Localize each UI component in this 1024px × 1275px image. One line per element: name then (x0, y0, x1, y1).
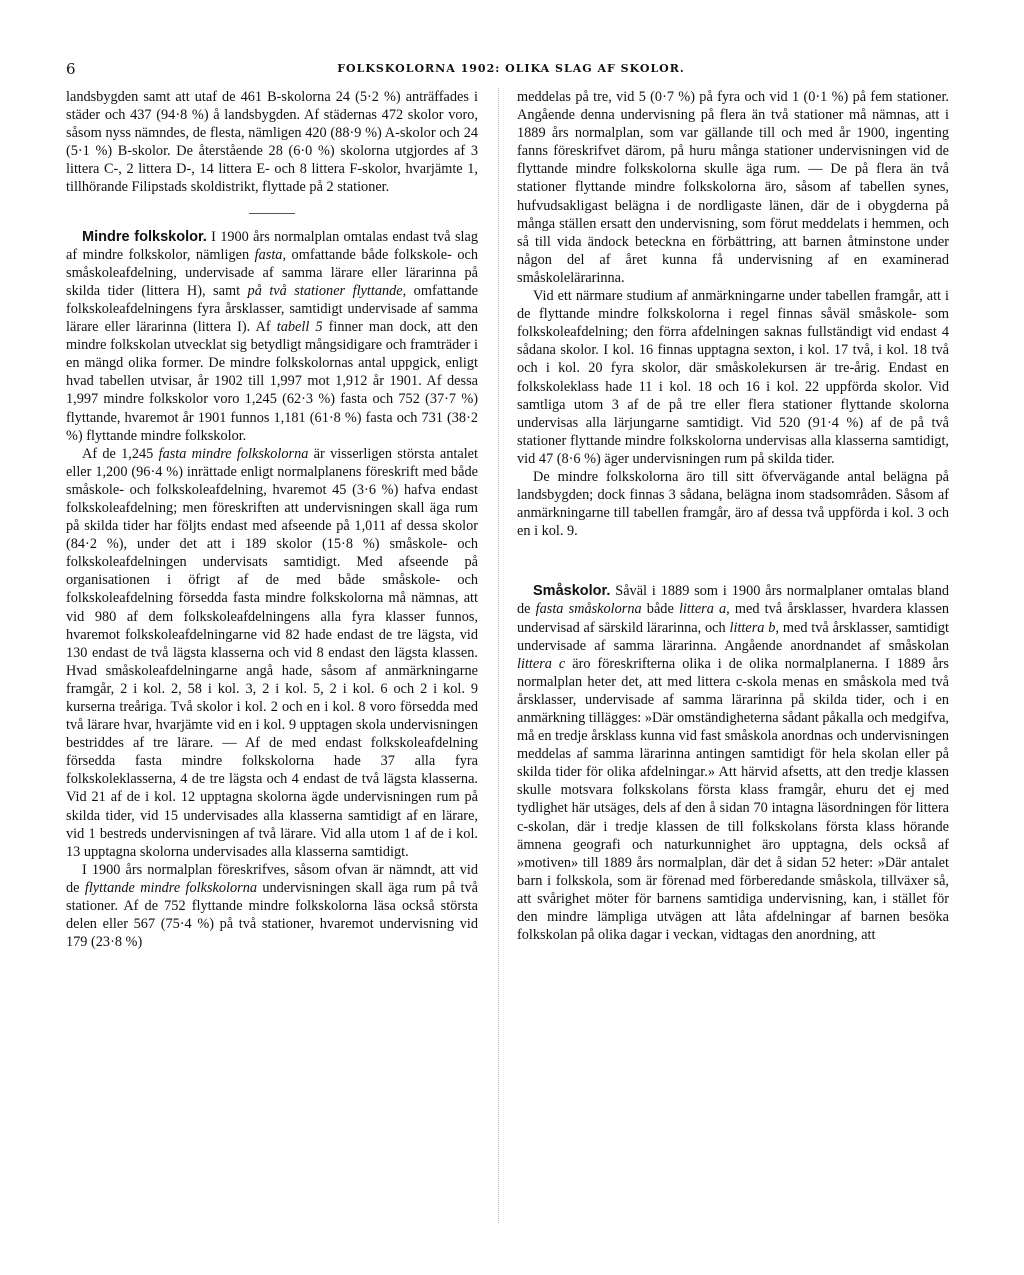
page-header (66, 60, 956, 82)
paragraph: I 1900 års normalplan föreskrifves, såsom ofvan är nämndt, att vid de flyttande mindre folkskolorna undervisningen skall äga rum på två stationer. Af de 752 flyttande mindre folkskolorna läsa också största delen eller 567 (75·4 %) på två stationer, hvaremot undervisning vid 179 (23·8 %) (66, 861, 478, 951)
paragraph: landsbygden samt att utaf de 461 B-skolorna 24 (5·2 %) anträffades i städer och 437 (94·8 %) å landsbygden. Af städernas 472 skolor voro, såsom nyss nämndes, de flesta, nämligen 420 (88·9 %) A-skolor och 24 (5·1 %) B-skolor. De återstående 28 (6·0 %) skolorna utgjordes af 3 littera C-, 2 littera D-, 14 littera E- och 8 littera F-skolor, hvarjämte 1, tillhörande Filipstads skoldistrikt, flyttade på 2 stationer. (66, 89, 478, 196)
running-title: FOLKSKOLORNA 1902: OLIKA SLAG AF SKOLOR. (337, 62, 685, 75)
paragraph: Vid ett närmare studium af anmärkningarne under tabellen framgår, att i de flyttande mindre folkskolorna i regel finnas såväl småskole- som folkskoleafdelning; den förra afdelningen saknas fullständigt vid endast 4 sådana skolor. I kol. 16 finnas upptagna sexton, i kol. 17 två, i kol. 18 två och i kol. 20 fyra skolor, där småskolekursen är tre-årig. Endast en folkskoleklass hade 11 i kol. 18 och 16 i kol. 22 uppförda skolor. Vid samtliga utom 3 af de på tre eller flera stationer flyttande skolorna undervisas alla lärjungarne samtidigt. Vid 520 (91·4 %) af de på två stationer flyttande mindre folkskolorna undervisas alla klasserna samtidigt, vid 47 (8·6 %) äger undervisningen rum på skilda tider. (517, 288, 949, 467)
paragraph: Af de 1,245 fasta mindre folkskolorna är visserligen största antalet eller 1,200 (96·4 %) inrättade enligt normalplanens föreskrift med både småskole- och folkskoleafdelning, hvaremot 45 (3·6 %) hafva endast folkskoleafdelning; men föreskriften att undervisningen skall äga rum på skilda tider har följts endast med afseende på 1,011 af dessa skolor (84·2 %), under det att i 189 skolor (15·8 %) småskole- och folkskoleafdelningen undervisats samtidigt. Med afseende på organisationen i öfrigt af de med både småskole- och folkskoleafdelning försedda fasta mindre folkskolorna må nämnas, att vid 980 af dem folkskoleafdelningens alla fyra klasser funnos, hvaremot folkskoleafdelningarne vid 82 hade endast de tre lägsta, vid 130 endast de två lägsta klasserna och vid 8 endast den lägsta klassen. Hvad småskoleafdelningarne angå hade, såsom af anmärkningarne framgår, 2 i kol. 2, 58 i kol. 3, 2 i kol. 5, 2 i kol. 6 och 2 i kol. 9 kurserna treåriga. Två skolor i kol. 2 och en i kol. 8 voro försedda med två lärare hvar, hvarjämte vid en i kol. 9 upptagen skola undervisningen bestriddes af tre lärare. — Af de med endast folkskoleafdelning försedda fasta mindre folkskolorna hade 37 alla fyra folkskoleklasserna, 4 de tre lägsta och 4 endast de två lägsta klasserna. Vid 21 af de i kol. 12 upptagna skolorna ägde undervisningen rum på skilda tider, vid 15 undervisades alla klasserna samtidigt af en lärare, vid 1 bestreds undervisningen af två lärare. Vid alla utom 1 af de i kol. 13 upptagna skolorna undervisades alla klasserna samtidigt. (66, 445, 478, 860)
paragraph: Småskolor. Såväl i 1889 som i 1900 års normalplaner omtalas bland de fasta småskolorna både littera a, med två årsklasser, hvardera klassen undervisad af särskild lärarinna, och littera b, med två årsklasser, samtidigt undervisade af samma lärarinna. Angående anordnandet af småskolan littera c äro föreskrifterna olika i de olika normalplanerna. I 1889 års normalplan heter det, att med littera c-skola menas en småskola med två årsklasser, undervisade af samma lärarinna på skilda tider, och i en anmärkning tillägges: »Där omständigheterna sådant påkalla och medgifva, må en tredje årsklass kunna vid fast småskola anordnas och undervisningen meddelas af samma lärarinna antingen samtidigt för hela skolan eller på skilda tider för olika afdelningar.» Att härvid afsetts, att den tredje klassen skulle motsvara folkskolans första klass framgår, ehuru det ej med tydlighet här utsäges, dels af den å sidan 70 intagna läsordningen för littera c-skolan, där i tredje klassen de till folkskolans första klass hörande ämnena geografi och naturkunnighet äro upptagna, dels också af »motiven» till 1889 års normalplan, där det å sidan 52 heter: »Där antalet barn i folkskola, som är förenad med förberedande småskola, tillväxer så, att svårighet möter för barnens samtidiga undervisning, kan, i stället för den mindre lämpliga utvägen att låta afdelningar af barnen besöka folkskolan på olika dagar i veckan, vidtagas den anordning, att (517, 583, 950, 944)
page-number: 6 (66, 60, 76, 78)
column-divider (498, 88, 499, 1223)
section-heading-smaskolor: Småskolor. (533, 583, 611, 600)
paragraph: meddelas på tre, vid 5 (0·7 %) på fyra och vid 1 (0·1 %) på fem stationer. Angående denna undervisning på flera än två stationer må nämnas, att i 1889 års normalplan, som var gällande till och med år 1900, ingenting fanns föreskrifvet därom, på huru många stationer undervisningen vid de flyttande mindre folkskolorna skulle äga rum. — De på flera än två stationer flyttande mindre folkskolorna äro, såsom af tabellen synes, hufvudsakligast belägna i de nordligaste länen, där de i obygderna på många ställen ersatt den undervisning, som förut meddelats i hemmen, och så till vida ändock beteckna en förbättring, att barnen åtminstone under någon del af året kunna få undervisning af en examinerad småskolelärarinna. (517, 89, 949, 286)
section-spacer (517, 540, 949, 582)
section-heading-mindre-folkskolor: Mindre folkskolor. (82, 228, 207, 245)
right-column (517, 88, 949, 944)
left-column (66, 88, 478, 951)
paragraph: De mindre folkskolorna äro till sitt öfvervägande antal belägna på landsbygden; dock finnas 3 sådana, belägna inom stadsområden. Såsom af anmärkningarne till tabellen framgår, äro af dessa två uppförda i kol. 3 och en i kol. 9. (517, 468, 949, 540)
paragraph: Mindre folkskolor. I 1900 års normalplan omtalas endast två slag af mindre folkskolor, nämligen fasta, omfattande både folkskole- och småskoleafdelning, undervisade af samma lärare eller lärarinna på skilda tider (littera H), samt på två stationer flyttande, omfattande folkskoleafdelningens fyra årsklasser, samtidigt undervisade af samma lärare eller lärarinna (littera I). Af tabell 5 finner man dock, att den mindre folkskolan utvecklat sig betydligt mångsidigare och framträder i en mängd olika former. De mindre folkskolornas antal uppgick, enligt hvad tabellen utvisar, år 1902 till 1,997 mot 1,912 år 1901. Af dessa 1,997 mindre folkskolor voro 1,245 (62·3 %) fasta och 752 (37·7 %) flyttande, hvaremot år 1901 funnos 1,181 (61·8 %) fasta och 731 (38·2 %) flyttande mindre folkskolor. (66, 228, 478, 444)
section-divider (249, 213, 295, 214)
